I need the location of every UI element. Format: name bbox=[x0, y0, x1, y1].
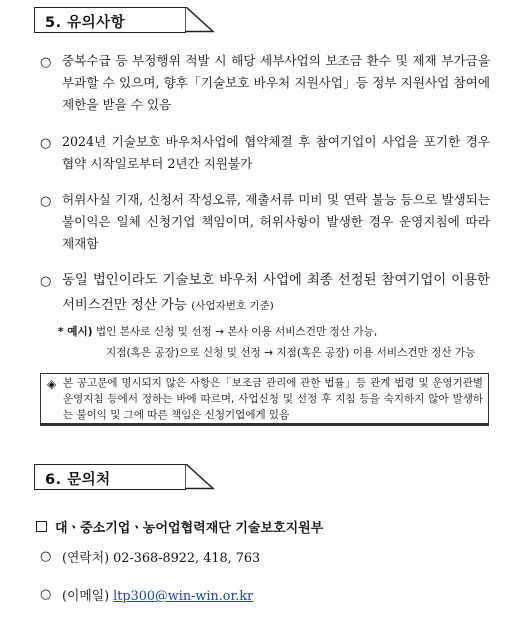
example-line-1 bbox=[58, 323, 377, 342]
bullet-icon: ○ bbox=[40, 274, 52, 289]
notice-item-4 bbox=[62, 268, 490, 319]
section-6-header bbox=[34, 464, 186, 490]
notice-box-text: 본 공고문에 명시되지 않은 사항은「보조금 관리에 관한 법률」등 관계 법령 및 운영기관별 운영지침 등에서 정하는 바에 따르며, 사업신청 및 선정 후 지침 등을 숙지하지 않아 발생하는 불이익 및 그에 따른 책임은 신청기업에게 있음 bbox=[63, 377, 483, 421]
bullet-icon: ○ bbox=[40, 136, 52, 151]
notice-item-4-note: (사업자번호 기준) bbox=[191, 300, 274, 312]
example-text-1: 법인 본사로 신청 및 선정 → 본사 이용 서비스건만 정산 가능, bbox=[95, 326, 378, 338]
diamond-icon: ◈ bbox=[47, 377, 57, 391]
contact-phone: (연락처) 02-368-8922, 418, 763 bbox=[62, 551, 261, 566]
notice-item-4-text: 동일 법인이라도 기술보호 바우처 사업에 최종 선정된 참여기업이 이용한 서비스건만 정산 가능 bbox=[62, 273, 490, 313]
contact-email-line bbox=[62, 585, 253, 604]
checkbox-icon bbox=[36, 521, 47, 532]
email-label: (이메일) bbox=[62, 589, 110, 604]
example-line-2: 지점(혹은 공장)으로 신청 및 선정 → 지점(혹은 공장) 이용 서비스건만 정산 가능 bbox=[106, 347, 476, 359]
contact-organization bbox=[36, 517, 323, 536]
section-5-title: 5. 유의사항 bbox=[45, 15, 126, 31]
bullet-icon: ○ bbox=[40, 549, 52, 564]
section-6-title: 6. 문의처 bbox=[45, 472, 111, 488]
bullet-icon: ○ bbox=[40, 55, 52, 70]
bullet-icon: ○ bbox=[40, 194, 52, 209]
section-5-header bbox=[34, 7, 186, 33]
tab-corner-shape bbox=[185, 7, 215, 33]
notice-box bbox=[40, 373, 489, 426]
notice-item-1: 중복수급 등 부정행위 적발 시 해당 세부사업의 보조금 환수 및 제재 부가금을 부과할 수 있으며, 향후「기술보호 바우처 지원사업」등 정부 지원사업 참여에 제한을 받을 수 있음 bbox=[62, 53, 490, 112]
bullet-icon: ○ bbox=[40, 587, 52, 602]
tab-corner-shape bbox=[185, 464, 215, 490]
organization-name: 대ㆍ중소기업ㆍ농어업협력재단 기술보호지원부 bbox=[55, 521, 324, 536]
notice-item-2: 2024년 기술보호 바우처사업에 협약체결 후 참여기업이 사업을 포기한 경우 협약 시작일로부터 2년간 지원불가 bbox=[62, 134, 490, 171]
notice-item-3: 허위사실 기재, 신청서 작성오류, 제출서류 미비 및 연락 불능 등으로 발생되는 불이익은 일체 신청기업 책임이며, 허위사항이 발생한 경우 운영지침에 따라 제재함 bbox=[62, 192, 490, 251]
example-label: * 예시) bbox=[58, 326, 93, 338]
email-link[interactable]: ltp300@win-win.or.kr bbox=[113, 589, 254, 604]
